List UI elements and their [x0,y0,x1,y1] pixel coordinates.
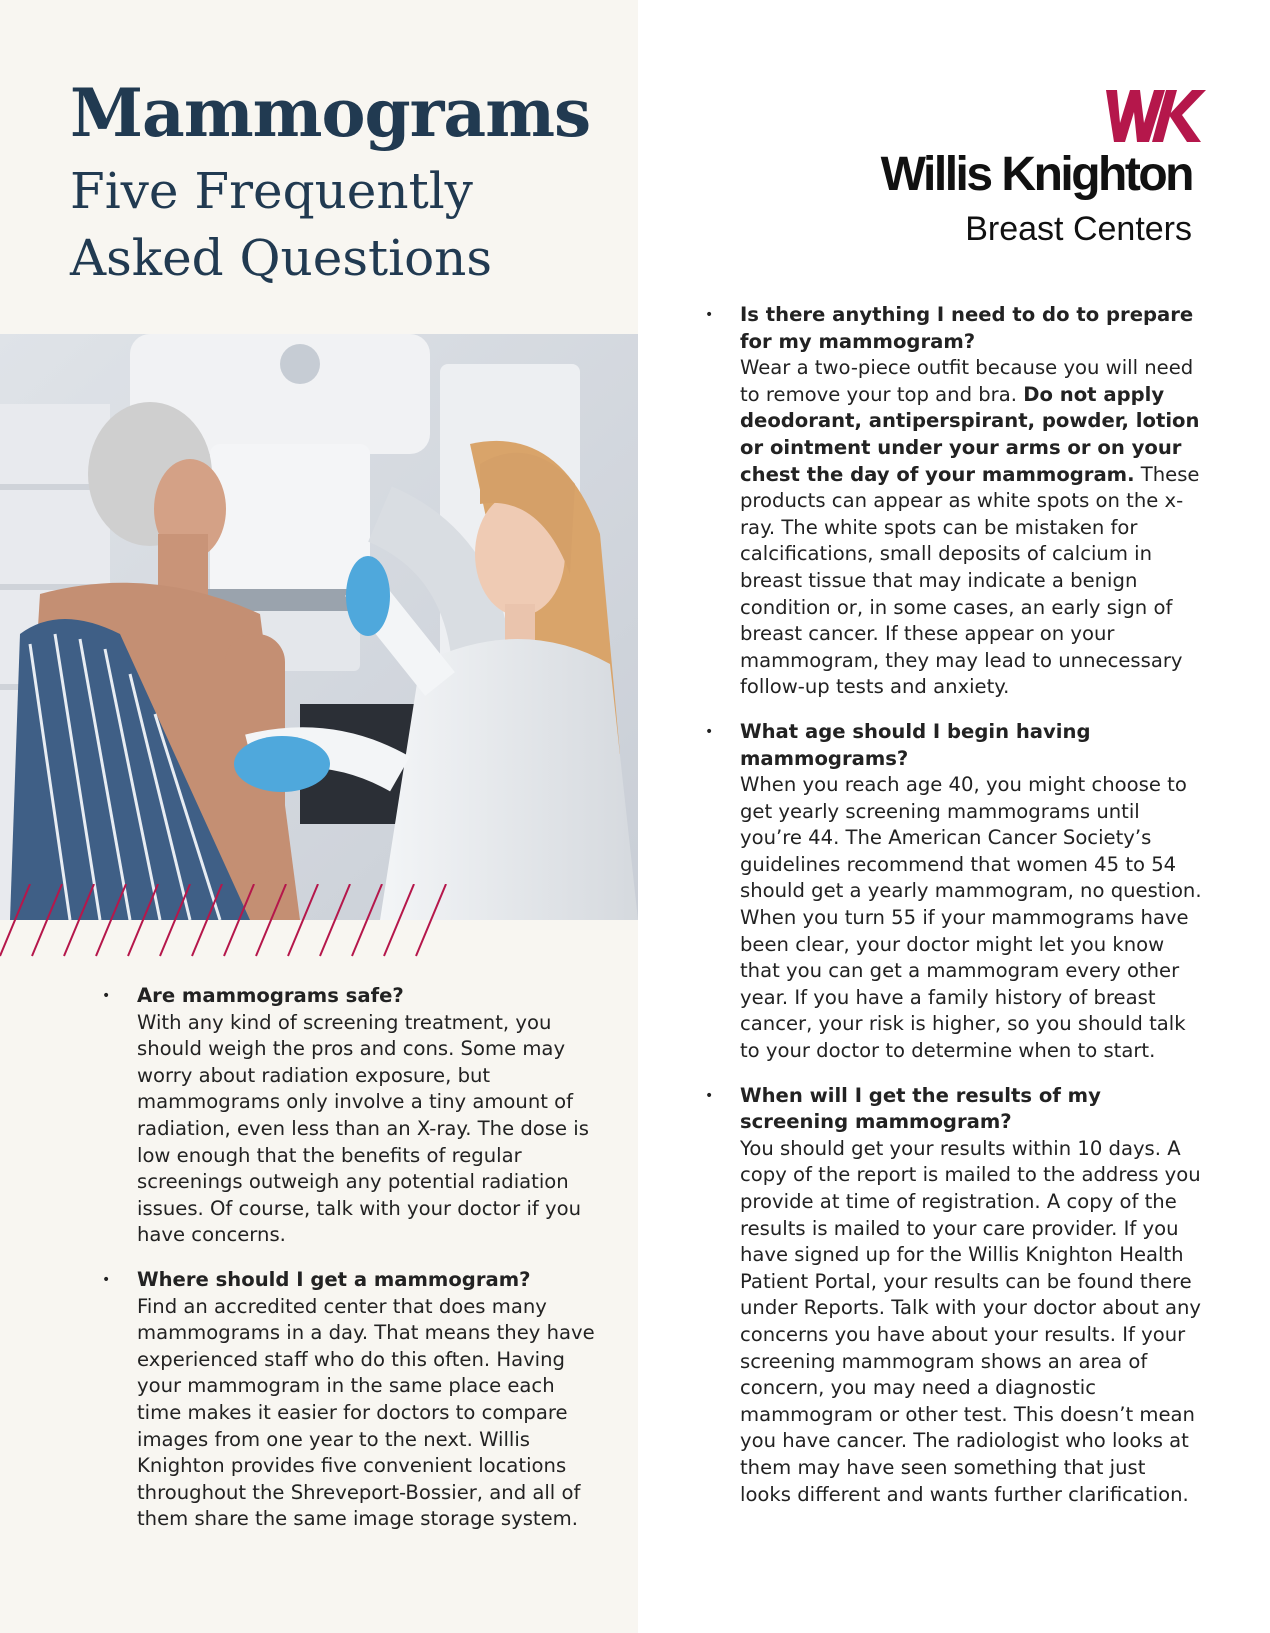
faq-answer: Find an accredited center that does many mammograms in a day. That means they have experienced staff who do this often. Having your mammogram in the same place each time makes it easier for doctors to compare images from one year to the next. Willis Knighton provides five convenient locations throughout the Shreveport-Bossier, and all of them share the same image storage system. [137,1294,595,1531]
faq-answer: When you reach age 40, you might choose to get yearly screening mammograms until you’re 44. The American Cancer Society’s guidelines recommend that women 45 to 54 should get a yearly mammogram, no question. When you turn 55 if your mammograms have been clear, your doctor might let you know that you can get a mammogram every other year. If you have a family history of breast cancer, your risk is higher, so you should talk to your doctor to determine when to start. [740,773,1202,1063]
faq-answer: With any kind of screening treatment, you should weigh the pros and cons. Some may worry about radiation exposure, but mammograms only involve a tiny amount of radiation, even less than an X-ray. The dose is low enough that the benefits of regular screenings outweigh any potential radiation issues. Of course, talk with your doctor if you have concerns. [137,1010,589,1247]
logo-subtitle: Breast Centers [965,210,1192,248]
faq-item [102,983,597,1249]
faq-answer-part: These products can appear as white spots on the x-ray. The white spots can be mistaken for calcifications, small deposits of calcium in breast tissue that may indicate a benign condition or, in some cases, an early sign of breast cancer. If these appear on your mammogram, they may lead to unnecessary follow-up tests and anxiety. [740,462,1200,699]
bullet-icon: • [102,988,111,1004]
subtitle-line-2: Asked Questions [70,229,493,287]
faq-question: Is there anything I need to do to prepare for my mammogram? [740,303,1194,353]
wk-logo-mark [1106,90,1206,142]
faq-answer-part: Wear a two-piece outfit because you will need to remove your top and bra. [740,356,1194,406]
faq-answer-warning: Do not apply deodorant, antiperspirant, powder, lotion or ointment under your arms or on your chest the day of your mammogram. [740,382,1200,486]
bullet-icon: • [102,1271,111,1288]
decorative-slash-lines [0,884,460,960]
faq-question: When will I get the results of my screening mammogram? [740,1083,1101,1134]
faq-item [705,302,1202,701]
faq-question: Are mammograms safe? [137,984,404,1007]
logo-wordmark: Willis Knighton [880,148,1192,201]
mammogram-photo [0,334,638,920]
faq-list-right [705,302,1202,1526]
faq-question: What age should I begin having mammograms? [740,719,1091,770]
bullet-icon: • [705,723,714,740]
faq-question: Where should I get a mammogram? [137,1267,531,1291]
faq-item [102,1267,597,1533]
page-title: Mammograms [70,74,591,152]
faq-item [705,719,1202,1065]
subtitle-line-1: Five Frequently [70,162,473,220]
faq-list-left [102,983,597,1551]
bullet-icon: • [705,307,714,323]
faq-answer: You should get your results within 10 days. A copy of the report is mailed to the address you provide at time of registration. A copy of the results is mailed to your care provider. If you have signed up for the Willis Knighton Health Patient Portal, your results can be found there under Reports. Talk with your doctor about any concerns you have about your results. If your screening mammogram shows an area of concern, you may need a diagnostic mammogram or other test. This doesn’t mean you have cancer. The radiologist who looks at them may have seen something that just looks different and wants further clarification. [740,1136,1201,1506]
bullet-icon: • [705,1087,714,1104]
faq-item [705,1083,1202,1509]
page-subtitle [70,158,492,292]
faq-answer [740,355,1202,701]
